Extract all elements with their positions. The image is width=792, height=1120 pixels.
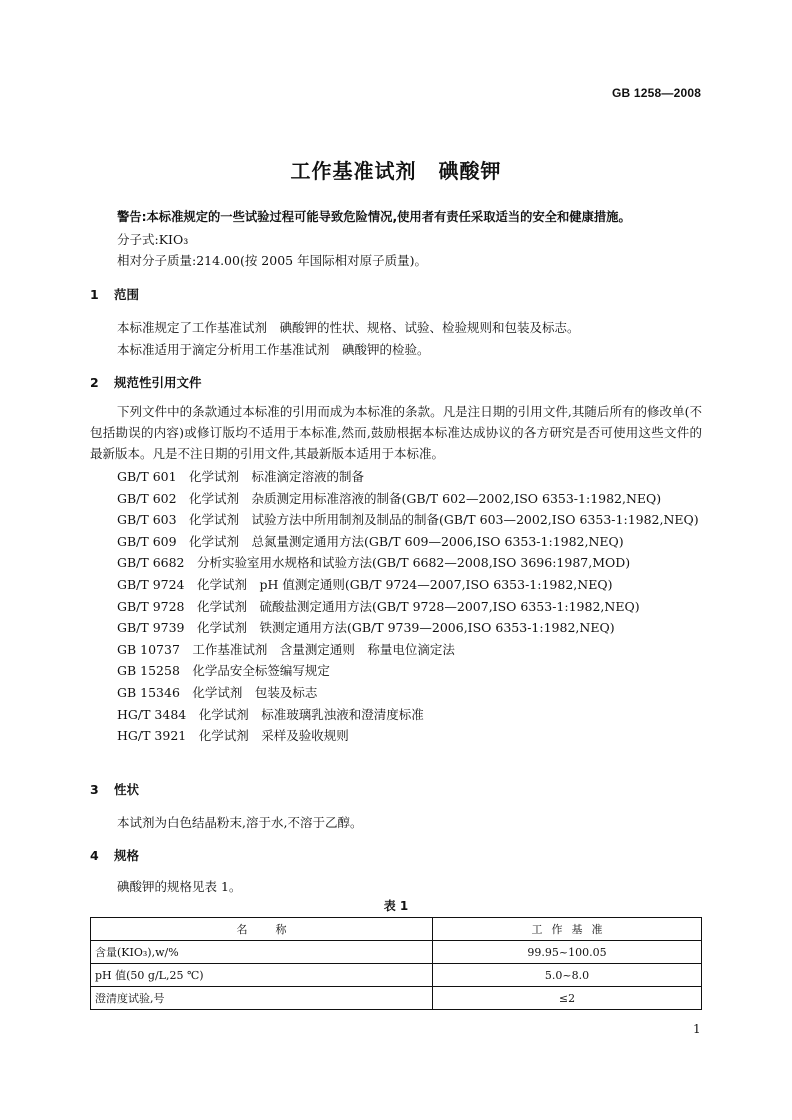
table-row xyxy=(91,964,702,987)
reference-item: GB/T 602 化学试剂 杂质测定用标准溶液的制备(GB/T 602—2002,ISO 6353-1:1982,NEQ) xyxy=(117,490,662,506)
reference-item: GB 15346 化学试剂 包装及标志 xyxy=(117,684,318,700)
safety-warning: 警告:本标准规定的一些试验过程可能导致危险情况,使用者有责任采取适当的安全和健康措施。 xyxy=(117,210,631,224)
section-title: 性状 xyxy=(114,782,140,797)
reference-item: GB/T 9739 化学试剂 铁测定通用方法(GB/T 9739—2006,ISO 6353-1:1982,NEQ) xyxy=(117,620,615,636)
molecular-formula: 分子式:KIO₃ xyxy=(117,232,189,247)
section-3-paragraph: 本试剂为白色结晶粉末,溶于水,不溶于乙醇。 xyxy=(117,815,363,830)
reference-item: GB/T 9724 化学试剂 pH 值测定通则(GB/T 9724—2007,ISO 6353-1:1982,NEQ) xyxy=(117,576,613,592)
section-title: 规范性引用文件 xyxy=(114,375,202,390)
section-3-heading xyxy=(90,780,139,798)
section-1-paragraph-2: 本标准适用于滴定分析用工作基准试剂 碘酸钾的检验。 xyxy=(117,342,430,357)
section-2-heading xyxy=(90,373,202,391)
title-part-2: 碘酸钾 xyxy=(438,161,502,183)
section-number: 2 xyxy=(90,375,99,390)
document-title xyxy=(0,155,792,184)
column-header-standard: 工作基准 xyxy=(433,918,702,941)
table-caption: 表 1 xyxy=(383,899,409,913)
reference-item: HG/T 3921 化学试剂 采样及验收规则 xyxy=(117,728,349,744)
table-cell: 含量(KIO₃),w/% xyxy=(91,941,433,964)
section-number: 4 xyxy=(90,848,99,863)
column-header-name: 名称 xyxy=(91,918,433,941)
section-2-intro: 下列文件中的条款通过本标准的引用而成为本标准的条款。凡是注日期的引用文件,其随后所有的修改单(不包括勘误的内容)或修订版均不适用于本标准,然而,鼓励根据本标准达成协议的各方研究是否可使用这些文件的最新版本。凡是不注日期的引用文件,其最新版本适用于本标准。 xyxy=(90,404,702,461)
table-cell: 澄清度试验,号 xyxy=(91,987,433,1010)
reference-item: GB/T 609 化学试剂 总氮量测定通用方法(GB/T 609—2006,ISO 6353-1:1982,NEQ) xyxy=(117,533,624,549)
section-title: 范围 xyxy=(114,287,140,302)
section-1-paragraph-1: 本标准规定了工作基准试剂 碘酸钾的性状、规格、试验、检验规则和包装及标志。 xyxy=(117,320,580,335)
table-cell: pH 值(50 g/L,25 ℃) xyxy=(91,964,433,987)
reference-item: GB 10737 工作基准试剂 含量测定通则 称量电位滴定法 xyxy=(117,641,455,657)
page-number: 1 xyxy=(693,1022,701,1036)
section-4-paragraph: 碘酸钾的规格见表 1。 xyxy=(117,879,242,894)
reference-item: GB/T 601 化学试剂 标准滴定溶液的制备 xyxy=(117,469,365,484)
table-row xyxy=(91,987,702,1010)
table-cell: 99.95~100.05 xyxy=(433,941,702,964)
section-title: 规格 xyxy=(114,848,140,863)
reference-item: GB/T 6682 分析实验室用水规格和试验方法(GB/T 6682—2008,ISO 3696:1987,MOD) xyxy=(117,555,631,571)
reference-item: GB/T 9728 化学试剂 硫酸盐测定通用方法(GB/T 9728—2007,ISO 6353-1:1982,NEQ) xyxy=(117,598,640,614)
section-number: 3 xyxy=(90,782,99,797)
table-cell: 5.0~8.0 xyxy=(433,964,702,987)
title-part-1: 工作基准试剂 xyxy=(290,161,417,183)
table-header-row xyxy=(91,918,702,941)
reference-item: GB 15258 化学品安全标签编写规定 xyxy=(117,663,330,679)
section-1-heading xyxy=(90,285,139,303)
section-number: 1 xyxy=(90,287,99,302)
reference-item: HG/T 3484 化学试剂 标准玻璃乳浊液和澄清度标准 xyxy=(117,706,424,722)
spec-table xyxy=(90,917,702,1010)
reference-item: GB/T 603 化学试剂 试验方法中所用制剂及制品的制备(GB/T 603—2002,ISO 6353-1:1982,NEQ) xyxy=(117,512,699,528)
table-row xyxy=(91,941,702,964)
molar-mass: 相对分子质量:214.00(按 2005 年国际相对原子质量)。 xyxy=(117,253,427,268)
table-cell: ≤2 xyxy=(433,987,702,1010)
reference-list xyxy=(90,466,702,747)
section-4-heading xyxy=(90,846,139,864)
standard-code: GB 1258—2008 xyxy=(612,86,702,100)
